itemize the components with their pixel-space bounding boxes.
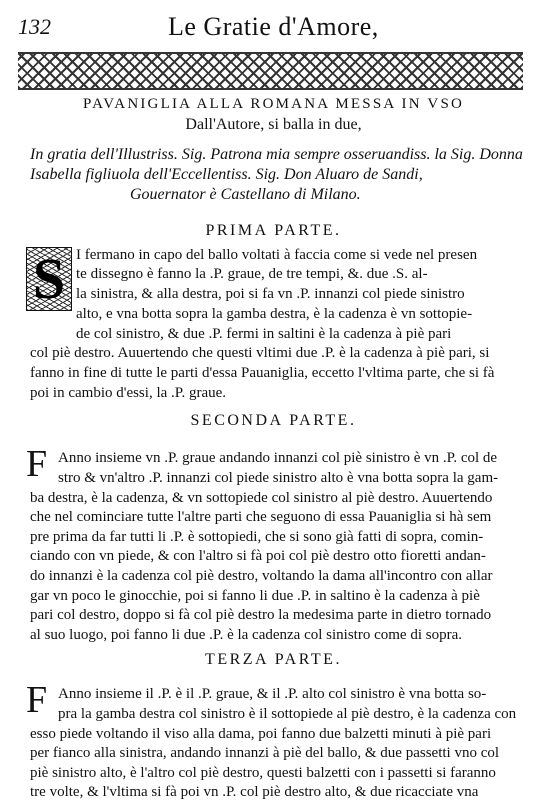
text-line: che nel cominciare tutte l'altre parti che seguono di essa Pauaniglia si hà sem <box>30 509 492 525</box>
running-title: Le Gratie d'Amore, <box>168 12 379 41</box>
page-header <box>18 12 529 46</box>
text-line: alto, e vna botta sopra la gamba destra, è la cadenza è vn sottopie- <box>76 306 473 322</box>
text-line: Anno insieme vn .P. graue andando innanzi col piè sinistro è vn .P. col de <box>58 450 498 466</box>
text-line: te dissegno è fanno la .P. graue, de tre tempi, &. due .S. al- <box>76 266 428 282</box>
decorative-border <box>18 52 523 90</box>
dance-title: PAVANIGLIA ALLA ROMANA MESSA IN VSO <box>82 96 465 112</box>
text-line: de col sinistro, & due .P. fermi in saltini è la cadenza à piè pari <box>76 326 452 342</box>
text-line: do innanzi è la cadenza col piè destro, voltando la dama all'incontro con allar <box>30 568 493 584</box>
text-line: tre volte, & l'vltima si fà poi vn .P. col piè destro alto, & due ricacciate vna <box>30 784 479 800</box>
text-line: gar vn poco le ginocchie, poi si fanno li due .P. in saltino è la cadenza à piè <box>30 588 480 604</box>
text-line: I fermano in capo del ballo voltati à faccia come si vede nel presen <box>76 247 478 263</box>
dance-subtitle: Dall'Autore, si balla in due, <box>185 116 362 133</box>
section-heading: SECONDA PARTE. <box>190 412 357 429</box>
text-line: ba destra, è la cadenza, & vn sottopiede col sinistro al piè destro. Auuertendo <box>30 490 493 506</box>
dedication-line: Isabella figliuola dell'Eccellentiss. Sig. Don Aluaro de Sandi, <box>30 166 423 183</box>
text-line: piè sinistro alto, è l'altro col piè destro, questi balzetti con i passetti si faranno <box>30 765 496 781</box>
dedication-line: Gouernator è Castellano di Milano. <box>130 186 361 203</box>
ornamental-initial: S <box>26 247 72 311</box>
text-line: fanno in fine di tutte le parti d'essa Pauaniglia, eccetto l'vltima parte, che si fà <box>30 365 495 381</box>
text-line: la sinistra, & alla destra, poi si fa vn .P. innanzi col piede sinistro <box>76 286 465 302</box>
initial-letter: F <box>26 443 48 485</box>
text-line: stro & vn'altro .P. innanzi col piede sinistro alto è vna botta sopra la gam- <box>58 470 499 486</box>
text-line: Anno insieme il .P. è il .P. graue, & il .P. alto col sinistro è vna botta so- <box>58 686 487 702</box>
text-line: per fianco alla sinistra, andando innanzi à piè del ballo, & due passetti vno col <box>30 745 500 761</box>
text-line: pra la gamba destra col sinistro è il sottopiede al piè destro, è la cadenza con <box>58 706 517 722</box>
section-heading: PRIMA PARTE. <box>205 222 342 239</box>
section-heading: TERZA PARTE. <box>205 651 342 668</box>
text-line: al suo luogo, poi fanno li due .P. è la cadenza col sinistro come di sopra. <box>30 627 462 643</box>
text-line: col piè destro. Auuertendo che questi vltimi due .P. è la cadenza à piè pari, si <box>30 345 490 361</box>
text-line: pre prima da far tutti li .P. è sottopiedi, che si sono già fatti di sopra, comin- <box>30 529 484 545</box>
text-line: poi in cambio d'essi, la .P. graue. <box>30 385 227 401</box>
text-line: pari col destro, doppo si fà col piè destro la medesima parte in dietro tornado <box>30 607 492 623</box>
text-line: esso piede voltando il viso alla dama, poi fanno due balzetti minuti à piè pari <box>30 726 492 742</box>
initial-letter: F <box>26 679 48 721</box>
dedication-line: In gratia dell'Illustriss. Sig. Patrona mia sempre osseruandiss. la Sig. Donna <box>30 146 523 163</box>
text-line: ciando con vn piede, & con l'altro si fà poi col piè destro otto fioretti andan- <box>30 548 486 564</box>
page-number: 132 <box>18 14 51 39</box>
